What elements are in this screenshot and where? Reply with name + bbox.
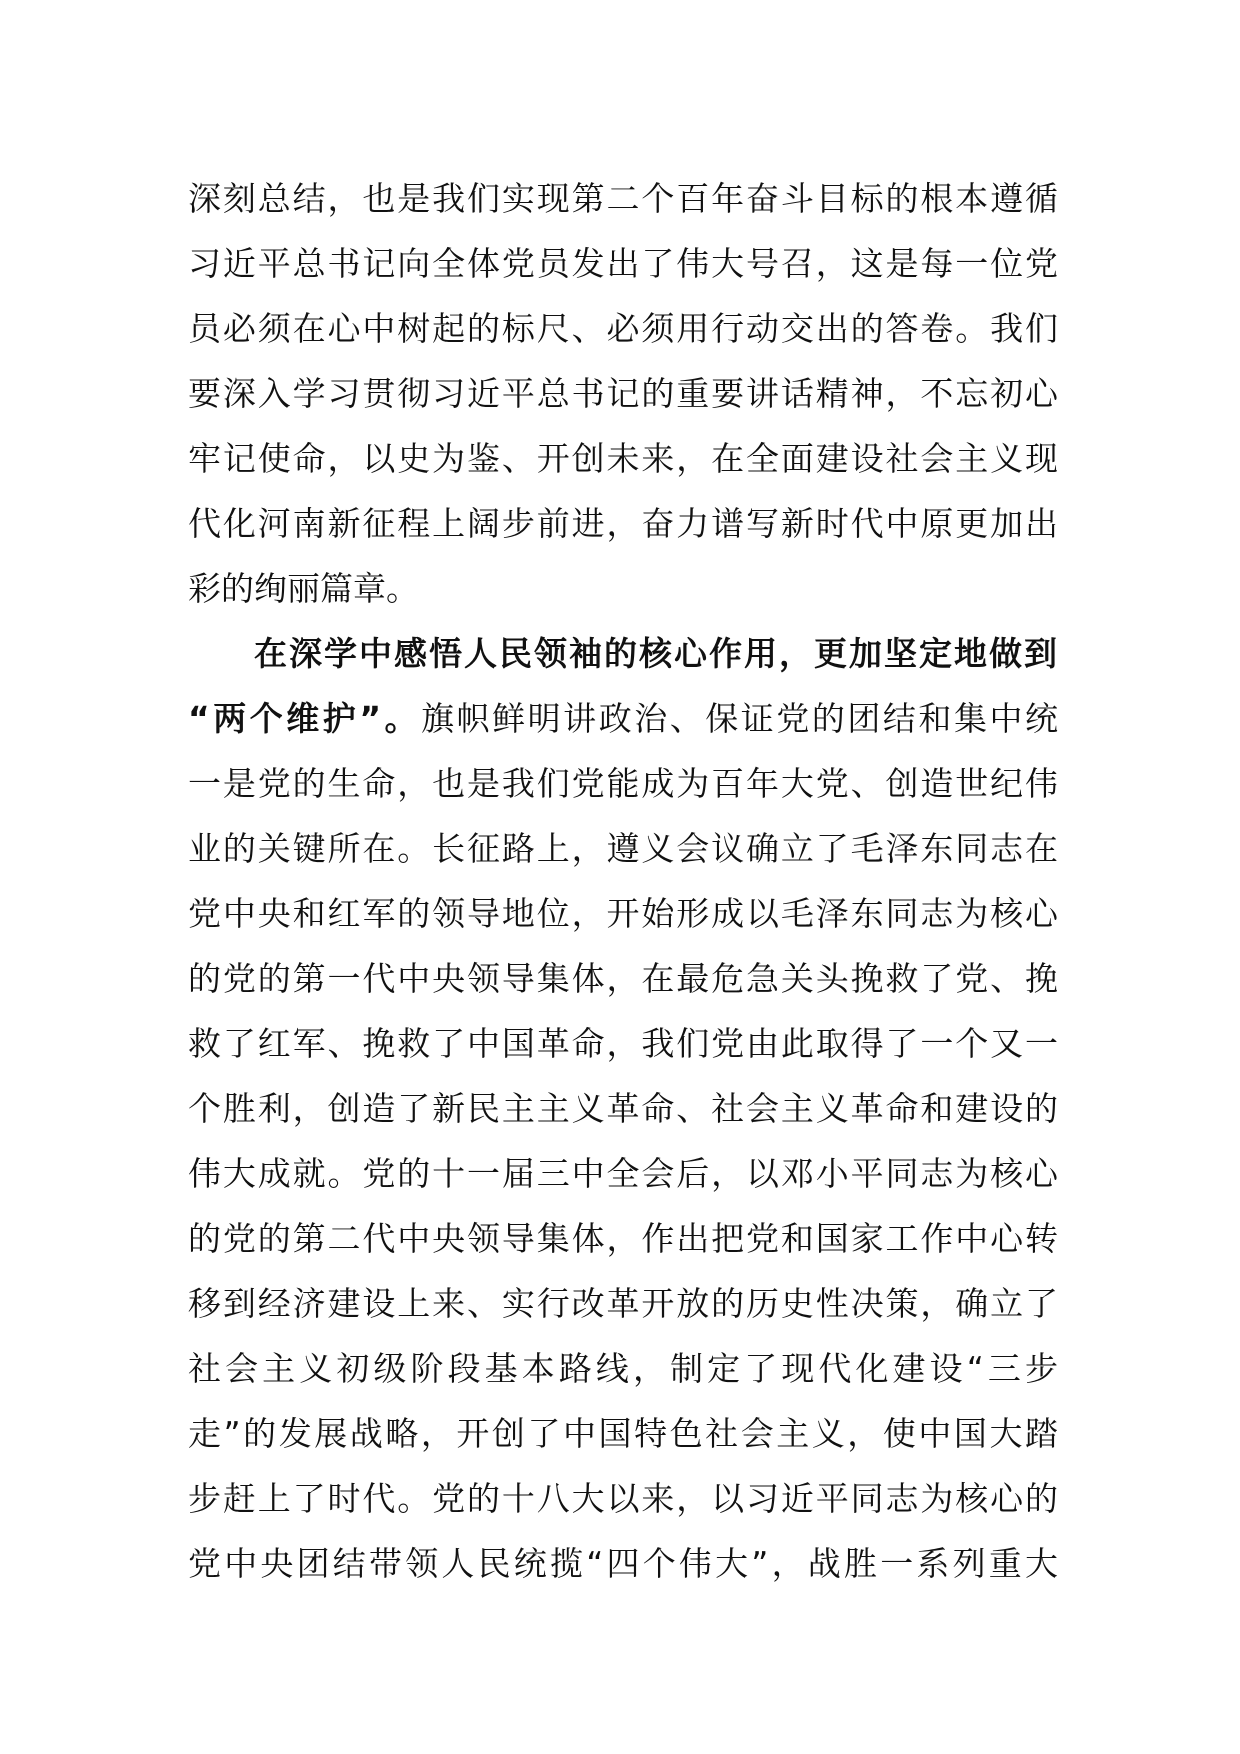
text-line: 习近平总书记向全体党员发出了伟大号召，这是每一位党 bbox=[188, 244, 1058, 283]
text-line: 党中央和红军的领导地位，开始形成以毛泽东同志为核心 bbox=[188, 894, 1058, 933]
text-line: 的党的第一代中央领导集体，在最危急关头挽救了党、挽 bbox=[188, 959, 1058, 998]
text-line bbox=[188, 686, 1058, 751]
text-line: 个胜利，创造了新民主主义革命、社会主义革命和建设的 bbox=[188, 1089, 1058, 1128]
text-line: 彩的绚丽篇章。 bbox=[188, 569, 419, 608]
text-run: 旗帜鲜明讲政治、保证党的团结和集中统 bbox=[421, 699, 1058, 738]
text-line: 代化河南新征程上阔步前进，奋力谱写新时代中原更加出 bbox=[188, 504, 1058, 543]
text-line: 牢记使命，以史为鉴、开创未来，在全面建设社会主义现 bbox=[188, 439, 1058, 478]
text-line: 党中央团结带领人民统揽“四个伟大”，战胜一系列重大 bbox=[188, 1544, 1058, 1583]
text-line: 要深入学习贯彻习近平总书记的重要讲话精神，不忘初心 bbox=[188, 374, 1058, 413]
text-line: 员必须在心中树起的标尺、必须用行动交出的答卷。我们 bbox=[188, 309, 1058, 348]
text-line: 一是党的生命，也是我们党能成为百年大党、创造世纪伟 bbox=[188, 764, 1058, 803]
text-line: 步赶上了时代。党的十八大以来，以习近平同志为核心的 bbox=[188, 1479, 1058, 1518]
document-body bbox=[188, 166, 1058, 1596]
paragraph-2 bbox=[188, 621, 1058, 1596]
text-line: 伟大成就。党的十一届三中全会后，以邓小平同志为核心 bbox=[188, 1154, 1058, 1193]
text-line: 移到经济建设上来、实行改革开放的历史性决策，确立了 bbox=[188, 1284, 1058, 1323]
text-line: 救了红军、挽救了中国革命，我们党由此取得了一个又一 bbox=[188, 1024, 1058, 1063]
section-heading-end: “两个维护”。 bbox=[188, 699, 422, 738]
section-heading: 在深学中感悟人民领袖的核心作用，更加坚定地做到 bbox=[254, 634, 1058, 673]
text-line: 走”的发展战略，开创了中国特色社会主义，使中国大踏 bbox=[188, 1414, 1058, 1453]
section-heading-line bbox=[188, 621, 1058, 686]
text-line: 社会主义初级阶段基本路线，制定了现代化建设“三步 bbox=[188, 1349, 1058, 1388]
text-line: 的党的第二代中央领导集体，作出把党和国家工作中心转 bbox=[188, 1219, 1058, 1258]
text-line: 深刻总结，也是我们实现第二个百年奋斗目标的根本遵循 bbox=[188, 179, 1058, 218]
text-line: 业的关键所在。长征路上，遵义会议确立了毛泽东同志在 bbox=[188, 829, 1058, 868]
paragraph-1 bbox=[188, 166, 1058, 621]
